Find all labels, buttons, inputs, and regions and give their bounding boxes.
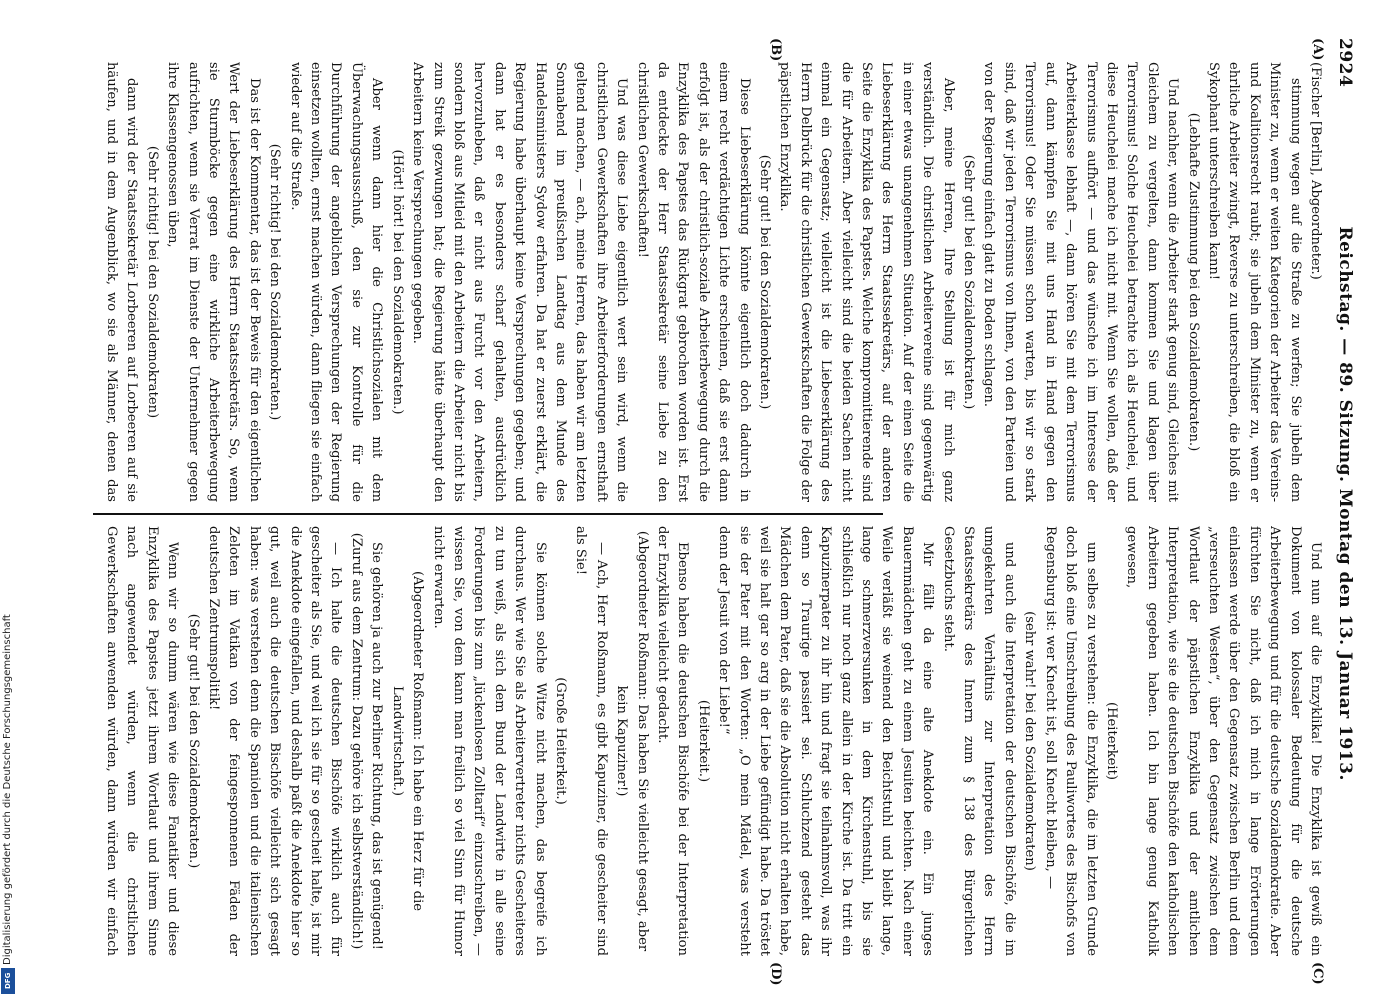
paragraph: (Fischer [Berlin], Abgeordneter.): [1308, 62, 1323, 280]
paragraph: — Ach, Herr Roßmann, es gibt Kapuziner, die gescheiter sind als Sie!: [573, 526, 609, 956]
page-number: 2924: [1335, 38, 1355, 88]
funding-credit: Digitalisierung gefördert durch die Deutsche Forschungsgemeinschaft: [2, 614, 13, 965]
running-title: Reichstag. — 89. Sitzung. Montag den 13. Januar 1913.: [1335, 226, 1355, 781]
paragraph: um selbes zu verstehen: die Enzyklika, die im letzten Grunde doch bloß eine Umschreibung des Pauliwortes des Bischofs von Regensburg ist: wer Knecht ist, soll Knecht bleiben, —: [1042, 526, 1099, 956]
interjection: (Sehr gut! bei den Sozialdemokraten.): [185, 613, 201, 869]
interjection: (Hört! hört! bei den Sozialdemokraten.): [389, 149, 405, 415]
margin-mark-d: (D): [768, 962, 783, 986]
interjection: (Abgeordneter Roßmann: Das haben Sie vielleicht gesagt, aber kein Kapuziner!): [614, 530, 650, 952]
margin-mark-c: (C): [1310, 962, 1325, 985]
footer-strip: [0, 0, 16, 1000]
paragraph: Diese Liebeserklärung könnte eigentlich doch dadurch in einem recht verdächtigen Lichte erscheinen, daß sie erst dann erfolgt ist, als der christlich-soziale Arbeiterbewegung durch die Enzyklika des Papstes das Rückgrat gebrochen worden ist. Erst da entdeckte der Herr Staatssekretär seine Liebe zu den christlichen Gewerkschaften!: [634, 62, 752, 502]
paragraph: dann wird der Staatssekretär Lorbeeren auf Lorbeeren auf sie häufen, und in dem Augenblick, wo sie als Männer, denen das: [104, 62, 140, 502]
paragraph: stimmung wegen auf die Straße zu werfen; Sie jubeln dem Minister zu, wenn er weiten Kategorien der Arbeiter das Vereins- und Koalitionsrecht raubt; sie jubeln dem Minister zu, wenn er ehrliche Arbeiter zwingt, Reverse zu unterschreiben, die bloß ein Sykophant unterschreiben kann!: [1205, 62, 1303, 502]
dfg-logo: DFG: [1, 968, 15, 994]
interjection: (Zuruf aus dem Zentrum: Dazu gehöre ich selbstverständlich!): [348, 532, 364, 950]
interjection: (Sehr richtig! bei den Sozialdemokraten): [144, 145, 160, 419]
paragraph: Aber wenn dann hier die Christlichsozialen mit dem Überwachungsausschuß, den sie zur Kontrolle für die Durchführung der angeblichen Versprechungen der Regierung einsetzen wollten, ernst machen würden, dann fliegen sie einfach wieder auf die Straße.: [287, 62, 385, 502]
interjection: (Sehr richtig! bei den Sozialdemokraten.): [267, 143, 283, 421]
paragraph: Wenn wir so dumm wären wie diese Fanatiker und diese Enzyklika des Papstes jetzt ihrem Wortlaut und ihrem Sinne nach angewendet würden, wenn die christlichen Gewerkschaften anwenden würden, dann würden wir einfach: [104, 526, 181, 956]
paragraph: Sie gehören ja auch zur Berliner Richtung, das ist genügend!: [369, 542, 385, 950]
interjection: (Heiterkeit.): [695, 699, 711, 783]
paragraph: Und nachher, wenn die Arbeiter stark genug sind, Gleiches mit Gleichem zu vergelten, dann kommen Sie und klagen über Terrorismus! Solche Heuchelei betrachte ich als Heuchelei, und diese Heuchelei mache ich nicht mit. Wenn Sie wollen, daß der Terrorismus aufhört — und das wünsche ich im Interesse der Arbeiterklasse lebhaft —, dann hören Sie mit dem Terrorismus auf, dann kämpfen Sie mit uns Hand in Hand gegen den Terrorismus! Oder Sie müssen schon warten, bis wir so stark sind, daß wir jeden Terrorismus von Ihnen, von den Parteien und von der Regierung einfach glatt zu Boden schlagen.: [981, 62, 1181, 502]
interjection: (Sehr gut! bei den Sozialdemokraten.): [757, 154, 773, 410]
paragraph: Und was diese Liebe eigentlich wert sein wird, wenn die christlichen Gewerkschaften ihre Arbeiterforderungen ernsthaft geltend machen, — ach, meine Herren, das haben wir am letzten Sonnabend im preußischen Landtag aus dem Munde des Handelsministers Sydow erfahren. Da hat er zuerst erklärt, die Regierung habe überhaupt keine Versprechungen gegeben; und dann hat er es besonders scharf gehalten, ausdrücklich hervorzuheben, daß er nicht aus Furcht vor den Arbeitern, sondern bloß aus Mitleid mit den Arbeitern die Arbeiter nicht bis zum Streik gezwungen hat; die Regierung hätte überhaupt den Arbeitern keine Versprechungen gegeben.: [410, 62, 630, 502]
paragraph: Das ist der Kommentar, das ist der Beweis für den eigentlichen Wert der Liebeserklärung des Herrn Staatssekretärs. So, wenn sie Sturmböcke gegen eine wirkliche Arbeiterbewegung aufrichten, wenn sie Verrat im Dienste der Unternehmer gegen ihre Klassengenossen üben,: [165, 62, 262, 502]
paragraph: Mir fällt da eine alte Anekdote ein. Ein junges Bauernmädchen geht zu einem Jesuiten beichten. Nach einer Weile verläßt sie weinend den Beichtstuhl und bleibt lange, lange schmerzversunken in dem Kirchenstuhl, bis sie schließlich nur noch ganz allein in der Kirche ist. Da tritt ein Kapuzinerpater zu ihr hin und fragt sie teilnahmsvoll, was ihr denn so Traurige passiert sei. Schluchzend gesteht das Mädchen dem Pater, daß sie die Absolution nicht erhalten habe, weil sie halt gar so arg in der Liebe gefündigt habe. Da tröstet sie der Pater mit den Worten: „O mein Mädel, was versteht denn der Jesuit von der Liebe!“: [716, 526, 936, 956]
document-page: [50, 0, 1383, 1000]
interjection: (Abgeordneter Roßmann: Ich habe ein Herz für die Landwirtschaft.): [389, 570, 426, 912]
interjection: (Lebhafte Zustimmung bei den Sozialdemokraten.): [1185, 112, 1201, 452]
paragraph: Ebenso haben die deutschen Bischöfe bei der Interpretation der Enzyklika vielleicht gedacht.: [655, 526, 691, 956]
margin-mark-b: (B): [768, 38, 783, 62]
column-divider: [93, 513, 883, 515]
paragraph: Aber, meine Herren, Ihre Stellung ist für mich ganz verständlich. Die christlichen Arbeitervereine sind gegenwärtig in einer etwas unangenehmen Situation. Auf der einen Seite die Liebeserklärung des Herrn Staatssekretärs, auf der anderen Seite die Enzyklika des Papstes. Welche kompromittierende sind die für Arbeitern. Aber vielleicht sind die beiden Sachen nicht einmal ein Gegensatz; vielleicht ist die Liebeserklärung des Herrn Delbrück für die christlichen Gewerkschaften die Folge der päpstlichen Enzyklika.: [777, 62, 956, 502]
interjection: (sehr wahr! bei den Sozialdemokraten): [1022, 611, 1038, 871]
interjection: (Sehr gut! bei den Sozialdemokraten.): [961, 154, 977, 410]
right-column: [100, 526, 1325, 956]
paragraph: Sie können solche Witze nicht machen, das begreife ich durchaus. Wer wie Sie als Arbeitervertreter nichts Gescheiteres zu tun weiß, als sich dem Bund der Landwirte in alle seine Forderungen bis zum „lückenlosen Zolltarif“ einzuschreiben, — wissen Sie, von dem kann man freilich so viel Sinn für Humor nicht erwarten.: [430, 526, 548, 956]
interjection: (Große Heiterkeit.): [552, 677, 568, 805]
paragraph: Und nun auf die Enzyklika! Die Enzyklika ist gewiß ein Dokument von kolossaler Bedeutung für die deutsche Arbeiterbewegung und für die deutsche Sozialdemokratie. Aber fürchten Sie nicht, daß ich mich in lange Erörterungen einlassen werde über den Gegensatz zwischen Berlin und dem „verseuchten Westen“, über den Gegensatz zwischen dem Wortlaut der päpstlichen Enzyklika und der amtlichen Interpretation, wie sie die deutschen Bischöfe den katholischen Arbeitern gegeben haben. Ich bin lange genug Katholik gewesen,: [1124, 526, 1323, 956]
page-header: [1329, 38, 1361, 960]
paragraph: — Ich halte die deutschen Bischöfe wirklich auch für gescheiter als Sie, und weil ich sie für so gescheit halte, ist mir die Anekdote eingefallen, und deshalb paßt die Anekdote hier so gut, weil auch die deutschen Bischöfe vielleicht sich gesagt haben: was verstehen denn die Spaniolen und die italienischen Zeloten im Vatikan von der feingesponnenen Fäden der deutschen Zentrumspolitik!: [206, 526, 344, 956]
paragraph: und auch die Interpretation der deutschen Bischöfe, die im umgekehrten Verhältnis zur Interpretation des Herrn Staatssekretärs des Innern zum § 138 des Bürgerlichen Gesetzbuchs steht.: [940, 526, 1017, 956]
interjection: (Heiterkeit): [1103, 702, 1119, 780]
left-column: [100, 62, 1325, 502]
margin-mark-a: (A): [1310, 38, 1325, 61]
